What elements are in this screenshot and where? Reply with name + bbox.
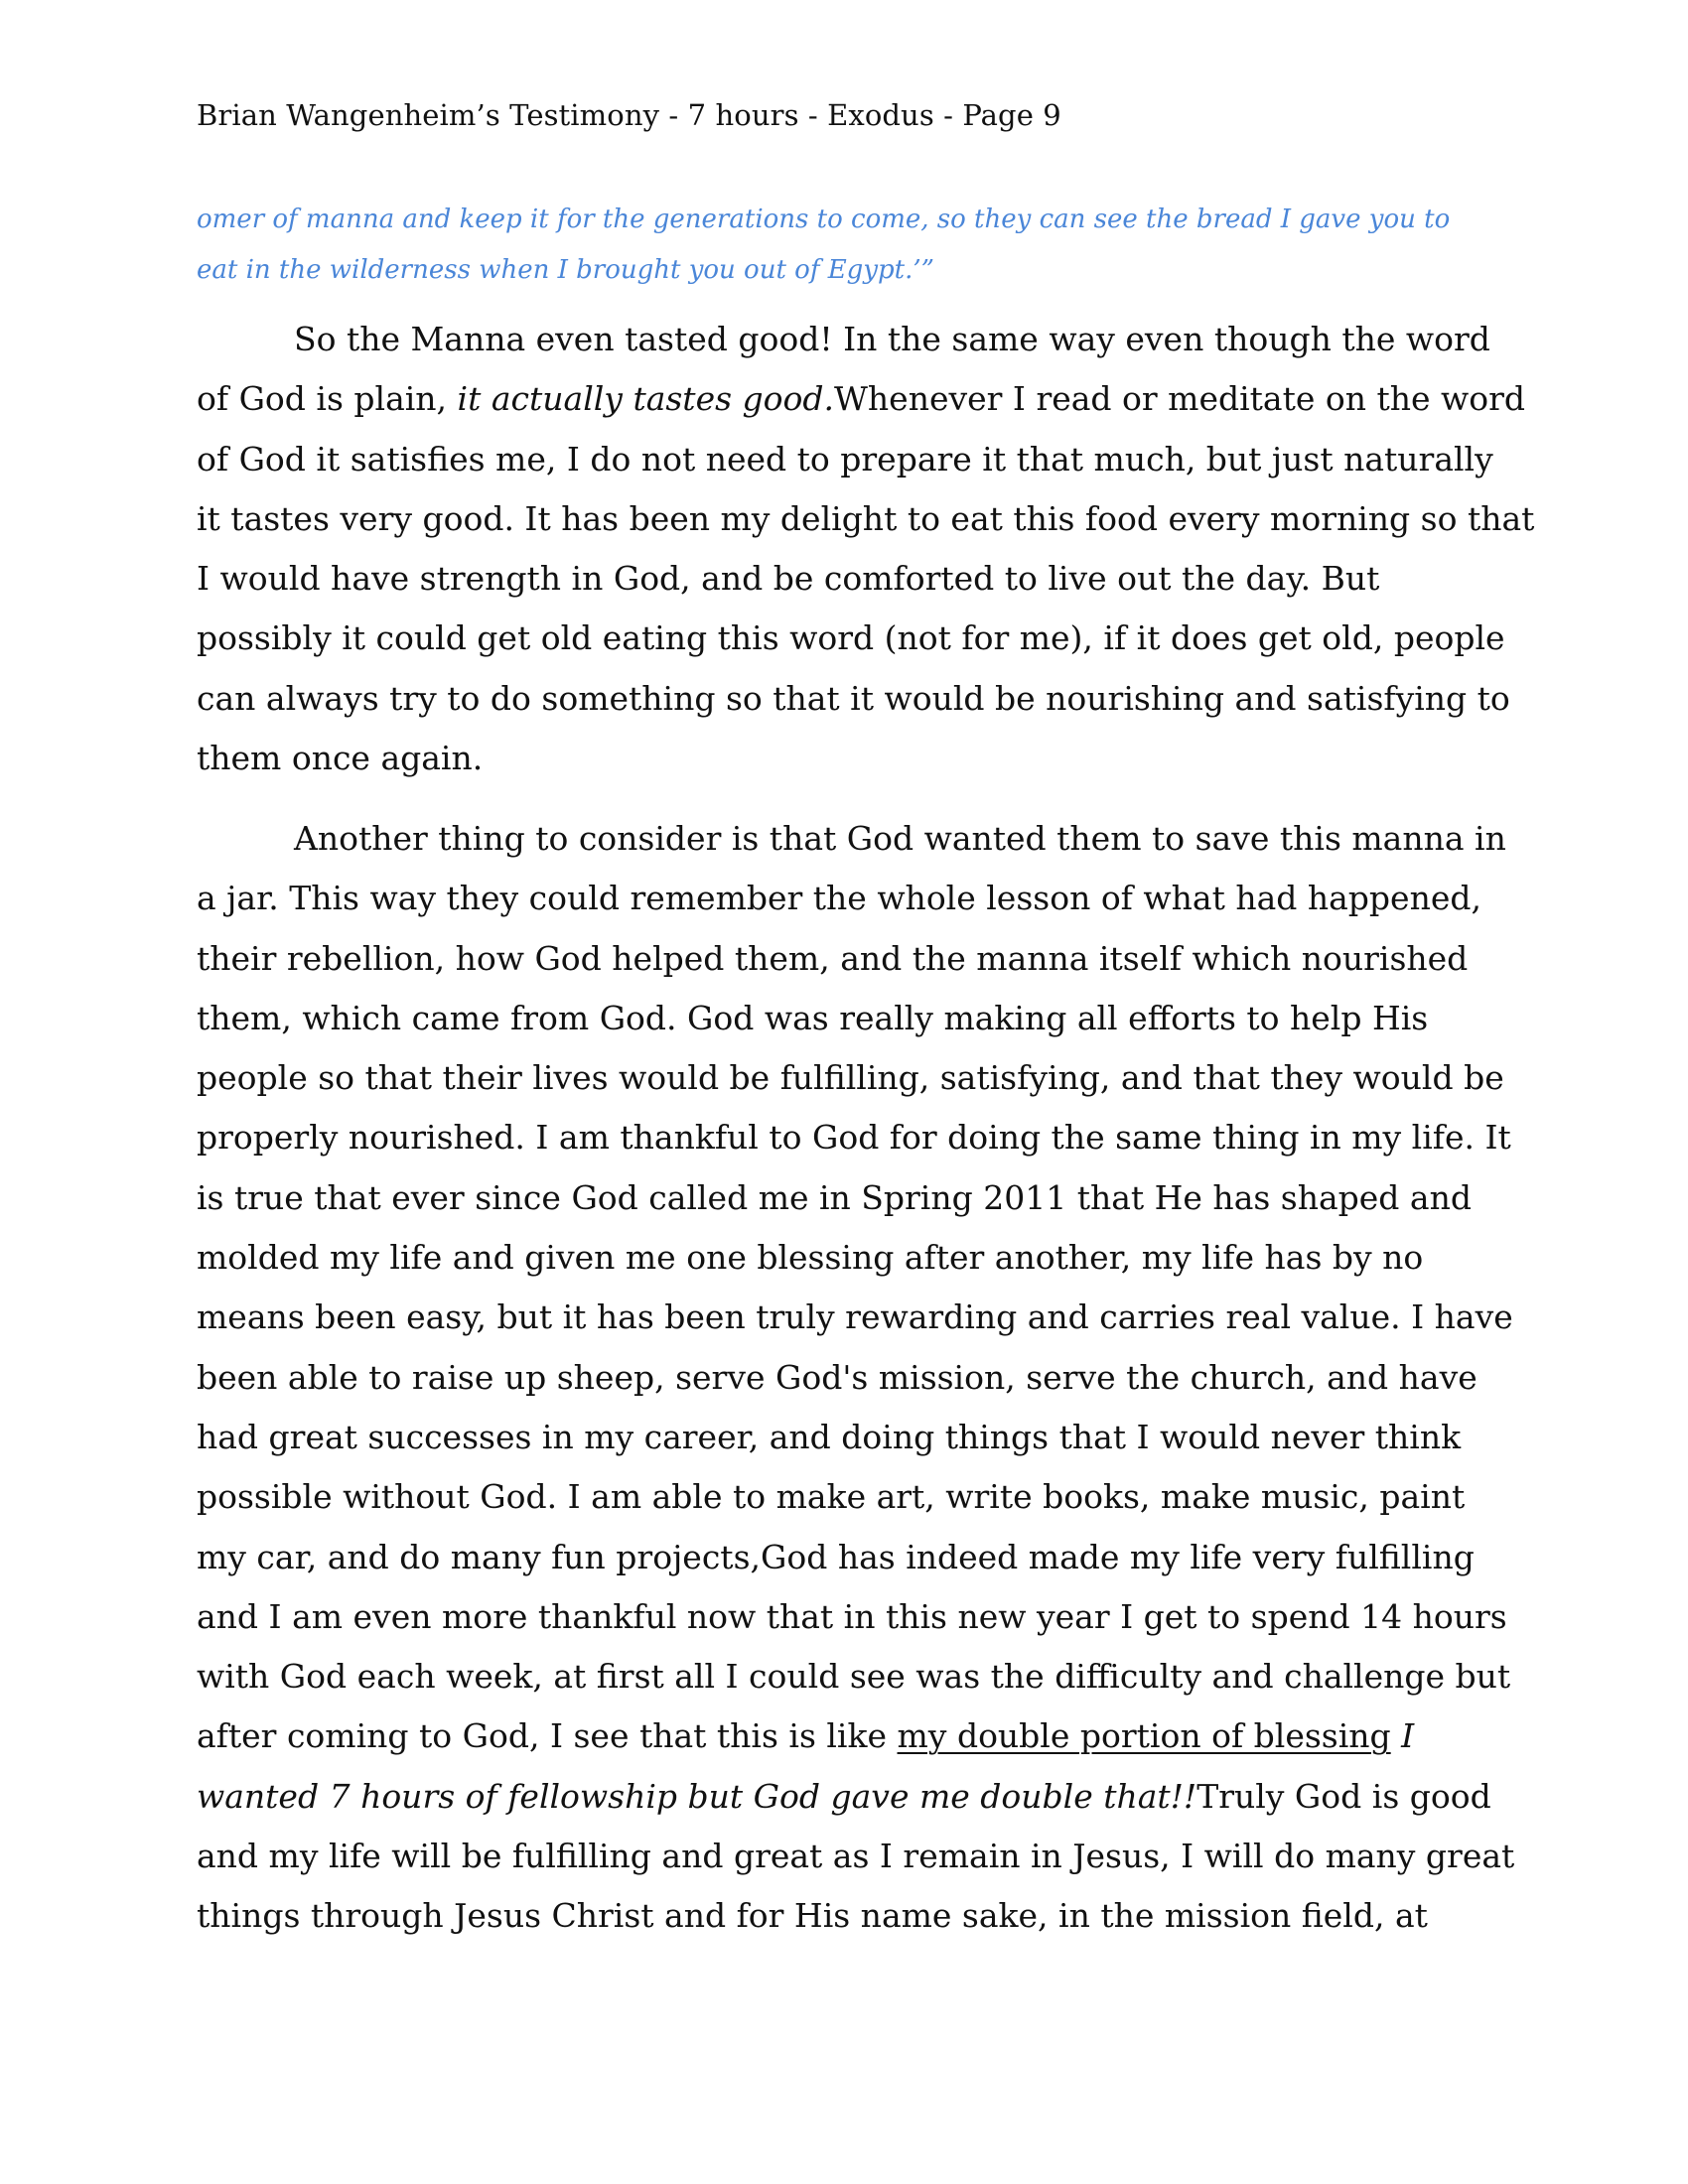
- scripture-quote: [197, 195, 1517, 296]
- text-line: molded my life and given me one blessing after another, my life has by no: [197, 1238, 1424, 1278]
- text-line: means been easy, but it has been truly rewarding and carries real value. I have: [197, 1297, 1513, 1337]
- text-line: them, which came from God. God was really making all efforts to help His: [197, 998, 1429, 1037]
- page-header: Brian Wangenheim’s Testimony - 7 hours - Exodus - Page 9: [197, 98, 1061, 132]
- text-line: [197, 369, 1527, 429]
- text-line: properly nourished. I am thankful to God for doing the same thing in my life. It: [197, 1118, 1511, 1158]
- italic-emphasis: wanted 7 hours of fellowship but God gave me double that!!: [197, 1776, 1197, 1816]
- text-line: of God it satisfies me, I do not need to prepare it that much, but just naturally: [197, 439, 1493, 478]
- text-line: possible without God. I am able to make art, write books, make music, paint: [197, 1477, 1466, 1517]
- text-line: I would have strength in God, and be comforted to live out the day. But: [197, 559, 1380, 599]
- text-line: had great successes in my career, and doing things that I would never think: [197, 1417, 1462, 1456]
- text-line: them once again.: [197, 739, 484, 778]
- text-line: So the Manna even tasted good! In the same way even though the word: [294, 320, 1490, 358]
- text-line: it tastes very good. It has been my delight to eat this food every morning so that: [197, 498, 1535, 538]
- text-line: and my life will be fulfilling and great as I remain in Jesus, I will do many great: [197, 1837, 1515, 1876]
- text-line: Another thing to consider is that God wanted them to save this manna in: [294, 819, 1506, 858]
- underlined-emphasis: my double portion of blessing: [897, 1716, 1391, 1756]
- quote-line: omer of manna and keep it for the generations to come, so they can see the bread I gave you to: [197, 205, 1451, 234]
- text-line: their rebellion, how God helped them, and the manna itself which nourished: [197, 938, 1469, 978]
- text-line: is true that ever since God called me in Spring 2011 that He has shaped and: [197, 1177, 1472, 1217]
- quote-line: eat in the wilderness when I brought you out of Egypt.’”: [197, 255, 934, 285]
- text-line: my car, and do many fun projects,God has indeed made my life very fulfilling: [197, 1537, 1475, 1576]
- text-run: of God is plain,: [197, 379, 458, 419]
- paragraph-manna-tasted-good: [197, 310, 1535, 788]
- italic-emphasis: it actually tastes good.: [457, 379, 834, 419]
- text-line: with God each week, at first all I could see was the difficulty and challenge but: [197, 1657, 1511, 1697]
- text-line: been able to raise up sheep, serve God's mission, serve the church, and have: [197, 1357, 1477, 1397]
- text-line: [197, 1706, 1527, 1766]
- text-line: and I am even more thankful now that in this new year I get to spend 14 hours: [197, 1596, 1507, 1636]
- text-line: things through Jesus Christ and for His name sake, in the mission field, at: [197, 1896, 1428, 1936]
- text-line: [197, 1767, 1527, 1827]
- text-run: after coming to God, I see that this is like: [197, 1716, 898, 1756]
- paragraph-manna-in-jar: [197, 809, 1527, 1947]
- text-line: can always try to do something so that it would be nourishing and satisfying to: [197, 678, 1510, 718]
- italic-emphasis: I: [1390, 1716, 1415, 1756]
- text-run: Truly God is good: [1196, 1776, 1491, 1816]
- text-line: possibly it could get old eating this word (not for me), if it does get old, people: [197, 618, 1505, 658]
- text-run: Whenever I read or meditate on the word: [834, 379, 1526, 419]
- text-line: a jar. This way they could remember the whole lesson of what had happened,: [197, 879, 1481, 918]
- text-line: people so that their lives would be fulfilling, satisfying, and that they would be: [197, 1058, 1504, 1098]
